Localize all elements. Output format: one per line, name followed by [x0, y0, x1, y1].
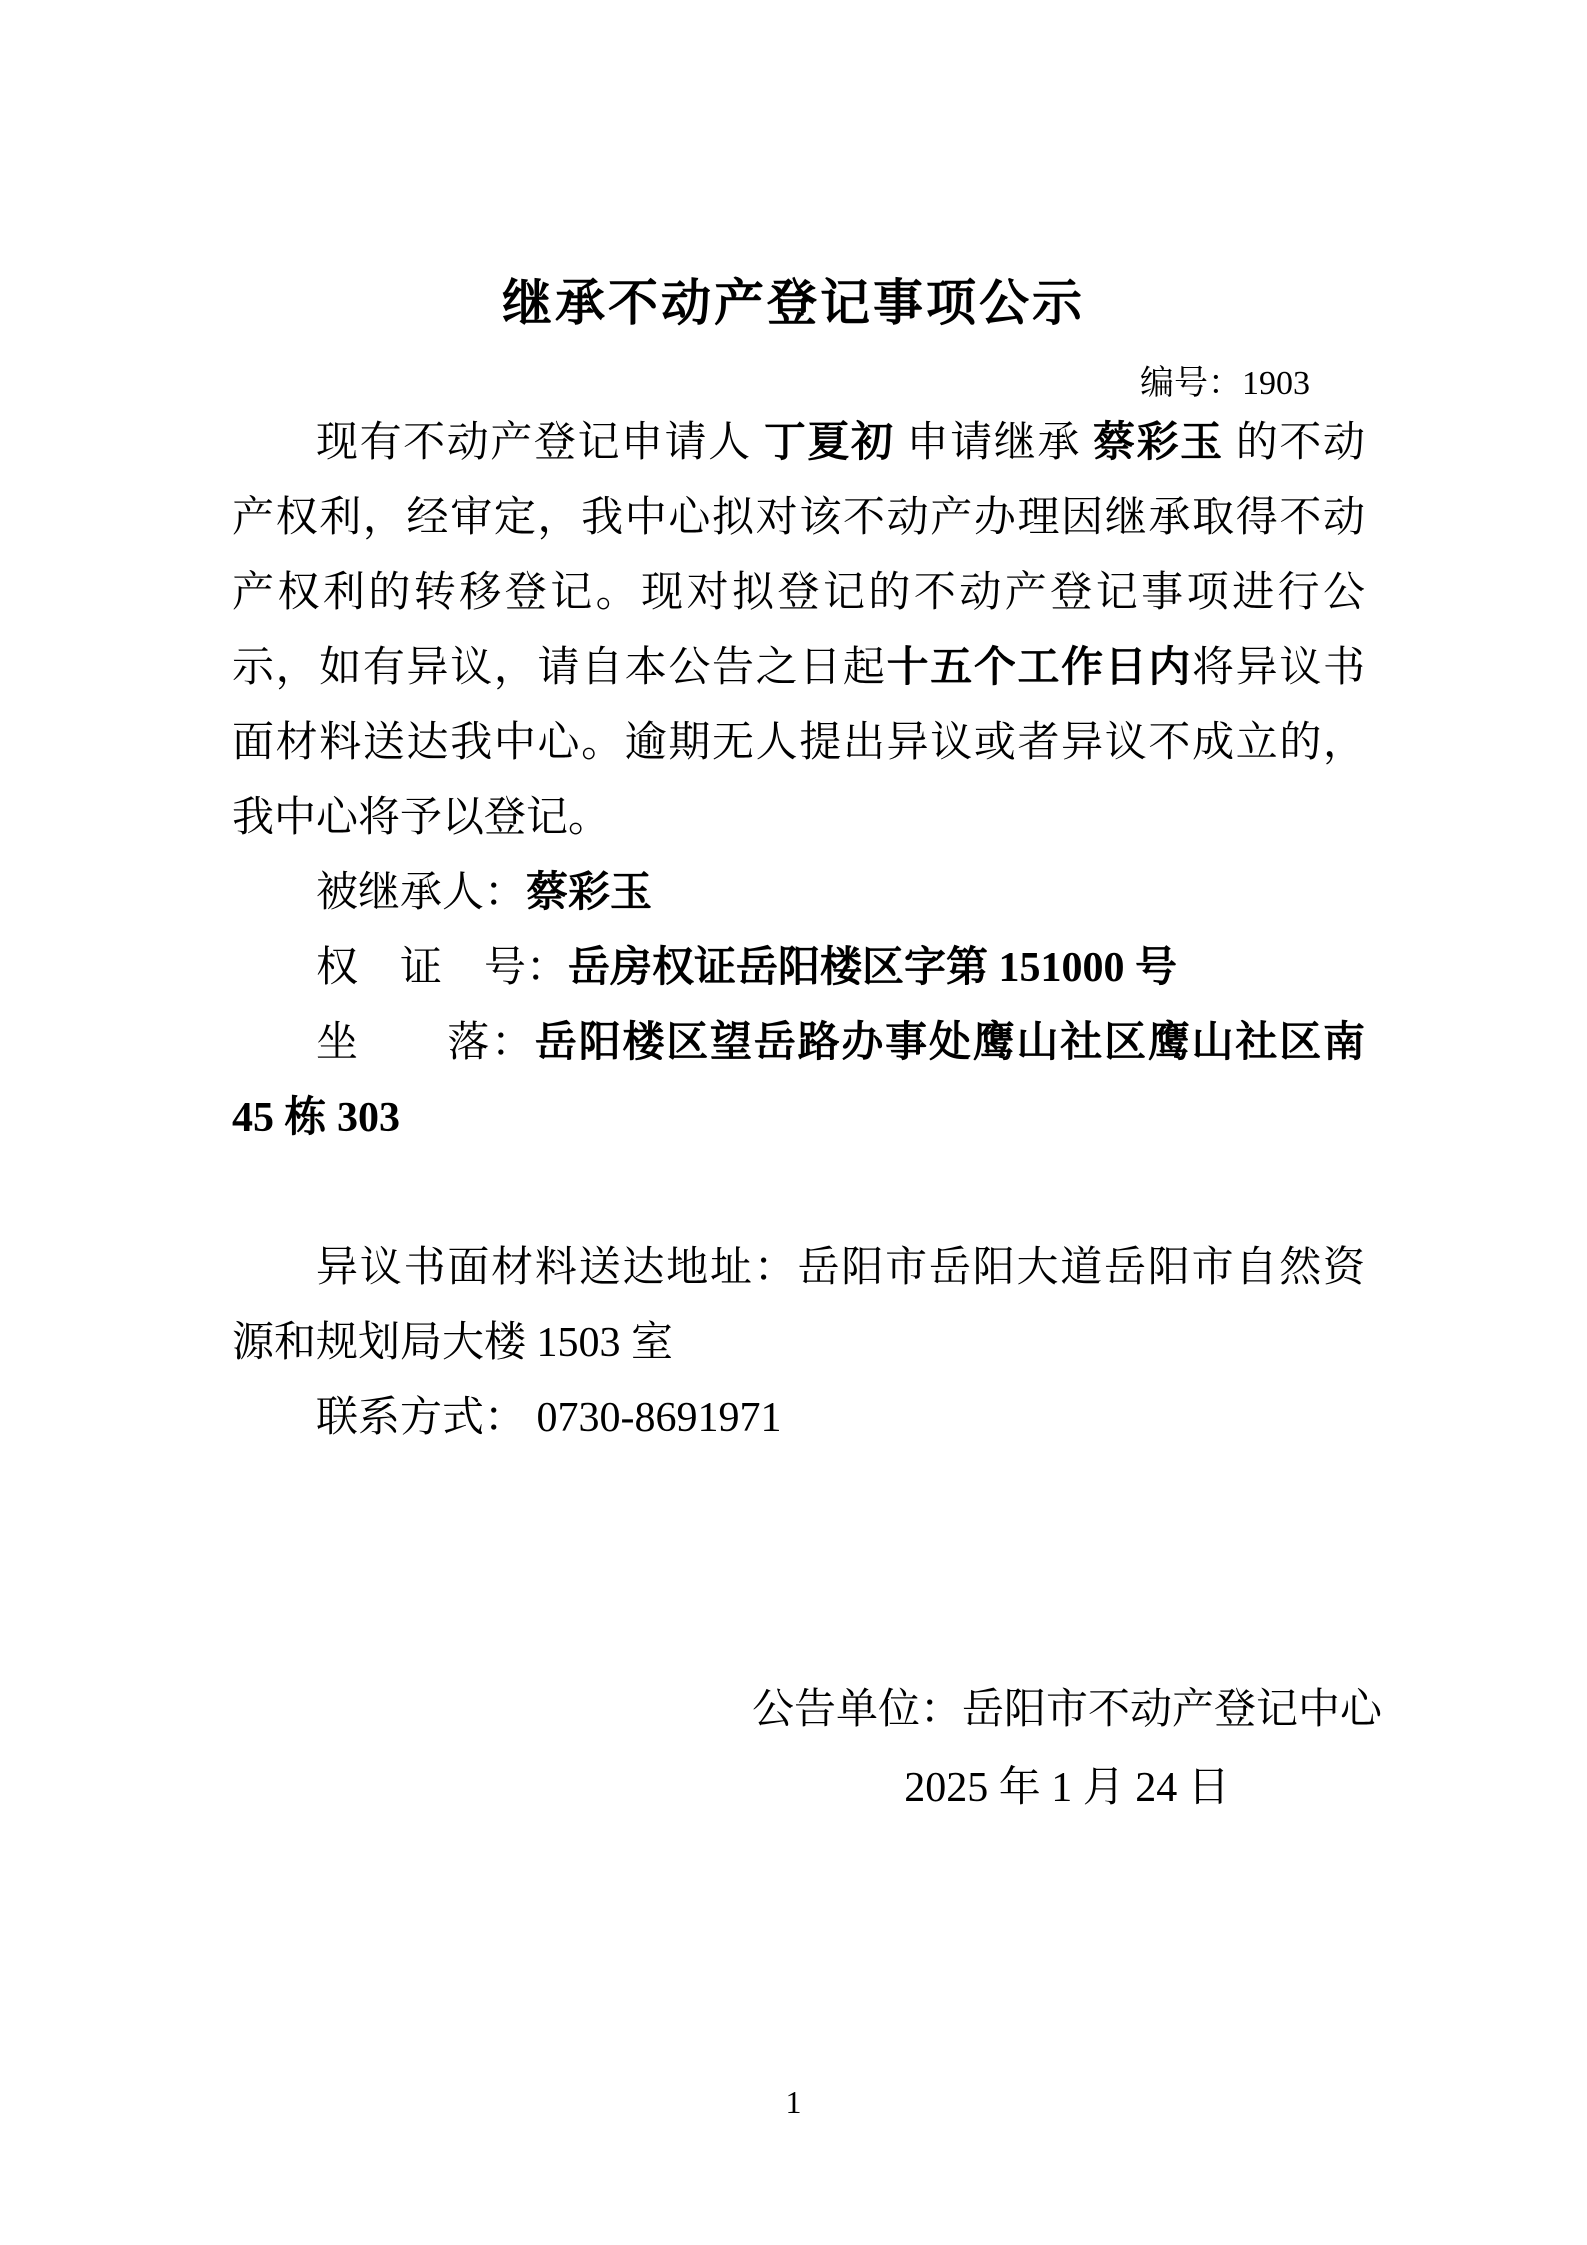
- paragraph-segment: 现有不动产登记申请人: [316, 420, 764, 466]
- decedent-name: 蔡彩玉: [1093, 420, 1224, 466]
- paragraph-segment: 申请继承: [894, 420, 1094, 466]
- field-certificate-number: [232, 931, 1365, 1006]
- applicant-name: 丁夏初: [763, 420, 895, 466]
- page-title: 继承不动产登记事项公示: [502, 275, 1085, 331]
- field-value-location: 岳阳楼区望岳路办事处鹰山社区鹰山社区南 45 栋 303: [232, 1020, 1365, 1141]
- paragraph-segment: 的不动产权利，经审定，我中心拟对该不动产办理因继承取得不动产权利的转移登记。现对拟登记的不动产登记事项进行公示，如有异议，请自本公告之日起: [232, 420, 1365, 691]
- field-value-decedent: 蔡彩玉: [526, 870, 653, 916]
- field-label-location: 坐 落：: [316, 1020, 535, 1066]
- main-paragraph: [232, 406, 1365, 856]
- field-label-decedent: 被继承人：: [316, 870, 527, 916]
- objection-period: 十五个工作日内: [886, 645, 1193, 691]
- page-number: 1: [785, 2084, 802, 2120]
- field-decedent: [232, 856, 1365, 931]
- announcing-unit-line: 公告单位：岳阳市不动产登记中心: [751, 1687, 1382, 1733]
- doc-number: 编号：1903: [1140, 365, 1310, 402]
- field-value-certificate-number: 岳房权证岳阳楼区字第 151000 号: [568, 945, 1178, 991]
- footer: [0, 1671, 1382, 1827]
- announcement-date: 2025 年 1 月 24 日: [904, 1765, 1230, 1811]
- contact-line: 联系方式： 0730-8691971: [316, 1395, 782, 1441]
- paragraph-segment: 将异议书面材料送达我中心。逾期无人提出异议或者异议不成立的，我中心将予以登记。: [232, 645, 1365, 841]
- field-location: [232, 1006, 1365, 1156]
- field-label-certificate-number: 权 证 号：: [316, 945, 569, 991]
- objection-address-line: 异议书面材料送达地址：岳阳市岳阳大道岳阳市自然资源和规划局大楼 1503 室: [232, 1245, 1365, 1366]
- footer-inner: [752, 1671, 1382, 1827]
